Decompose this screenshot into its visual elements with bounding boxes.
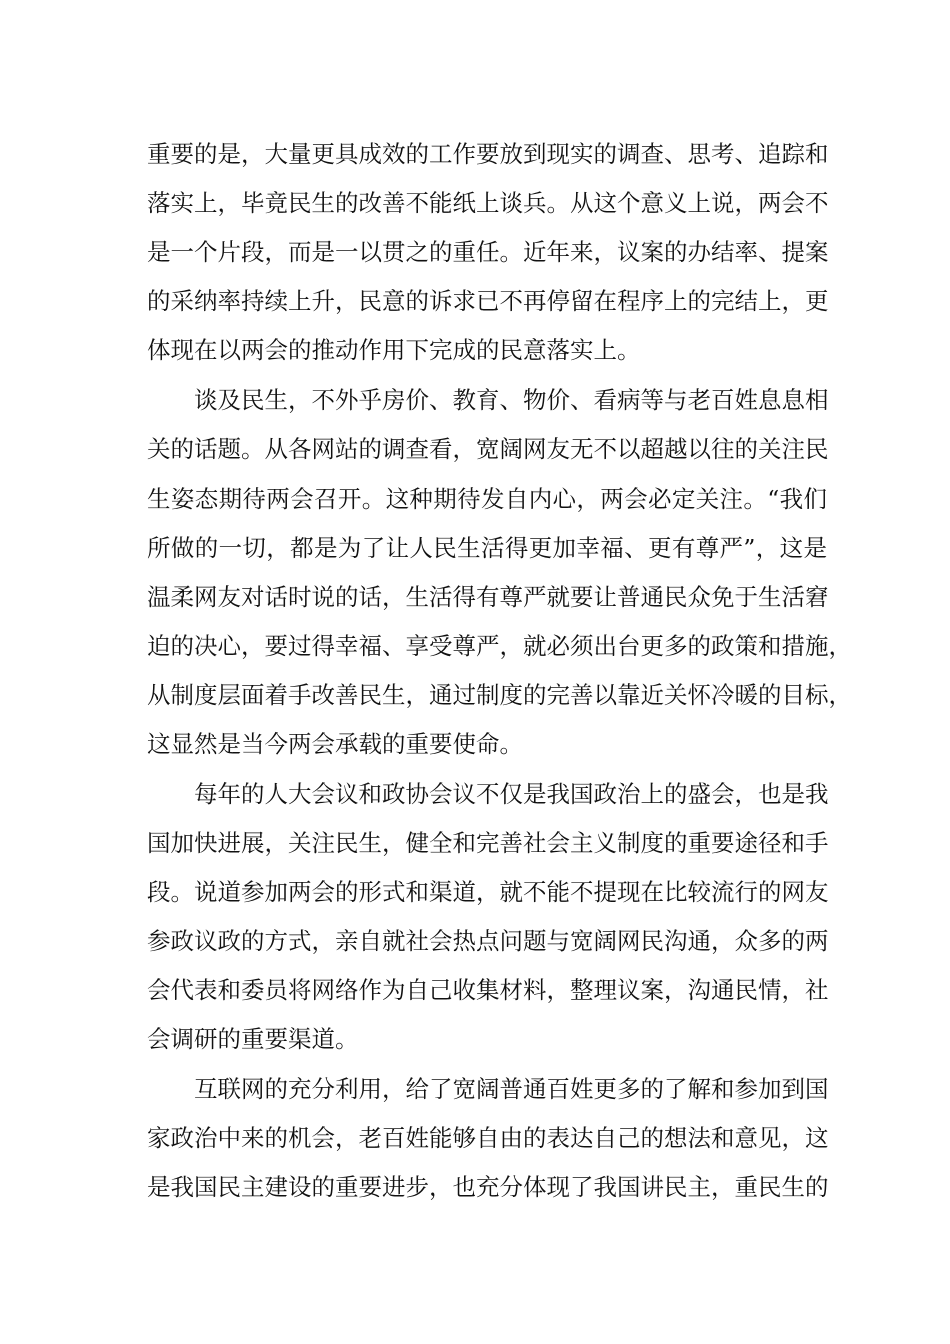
text-line: 谈及民生，不外乎房价、教育、物价、看病等与老百姓息息相 bbox=[194, 386, 829, 414]
text-line: 落实上，毕竟民生的改善不能纸上谈兵。从这个意义上说，两会不 bbox=[147, 189, 829, 217]
text-line: 是我国民主建设的重要进步，也充分体现了我国讲民主，重民生的 bbox=[147, 1173, 829, 1201]
text-line: 的采纳率持续上升，民意的诉求已不再停留在程序上的完结上，更 bbox=[147, 287, 829, 315]
text-line: 体现在以两会的推动作用下完成的民意落实上。 bbox=[147, 336, 641, 364]
text-line: 重要的是，大量更具成效的工作要放到现实的调查、思考、追踪和 bbox=[147, 140, 829, 168]
text-line: 这显然是当今两会承载的重要使命。 bbox=[147, 730, 523, 758]
text-line: 会代表和委员将网络作为自己收集材料，整理议案，沟通民情，社 bbox=[147, 976, 829, 1004]
text-line: 所做的一切，都是为了让人民生活得更加幸福、更有尊严”，这是 bbox=[147, 534, 827, 562]
text-line: 关的话题。从各网站的调查看，宽阔网友无不以超越以往的关注民 bbox=[147, 435, 829, 463]
text-line: 温柔网友对话时说的话，生活得有尊严就要让普通民众免于生活窘 bbox=[147, 583, 829, 611]
text-line: 家政治中来的机会，老百姓能够自由的表达自己的想法和意见，这 bbox=[147, 1124, 829, 1152]
text-line: 段。说道参加两会的形式和渠道，就不能不提现在比较流行的网友 bbox=[147, 878, 829, 906]
text-line: 生姿态期待两会召开。这种期待发自内心，两会必定关注。“我们 bbox=[147, 485, 827, 513]
text-line: 会调研的重要渠道。 bbox=[147, 1025, 359, 1053]
text-line: 迫的决心，要过得幸福、享受尊严，就必须出台更多的政策和措施， bbox=[147, 632, 852, 660]
text-line: 参政议政的方式，亲自就社会热点问题与宽阔网民沟通，众多的两 bbox=[147, 927, 829, 955]
text-line: 是一个片段，而是一以贯之的重任。近年来，议案的办结率、提案 bbox=[147, 238, 829, 266]
text-line: 互联网的充分利用，给了宽阔普通百姓更多的了解和参加到国 bbox=[194, 1075, 829, 1103]
text-line: 每年的人大会议和政协会议不仅是我国政治上的盛会，也是我 bbox=[194, 780, 829, 808]
text-line: 从制度层面着手改善民生，通过制度的完善以靠近关怀冷暖的目标， bbox=[147, 681, 852, 709]
text-line: 国加快进展，关注民生，健全和完善社会主义制度的重要途径和手 bbox=[147, 829, 829, 857]
